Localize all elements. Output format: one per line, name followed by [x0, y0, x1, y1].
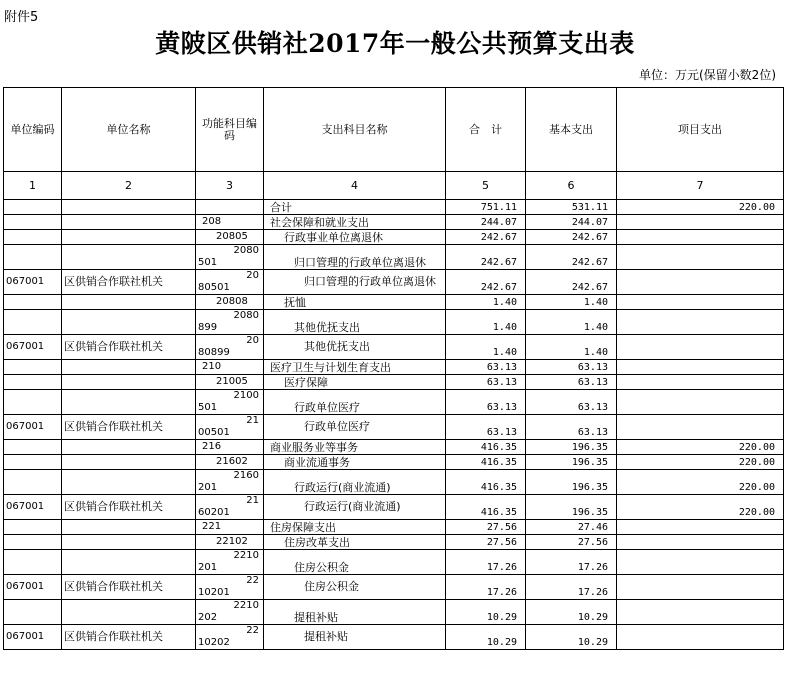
func-code-cell [196, 535, 264, 550]
unit-name-cell [62, 360, 196, 375]
item-name-cell: 住房公积金 [264, 550, 446, 575]
unit-code-cell [4, 200, 62, 215]
total-cell: 416.35 [446, 440, 526, 455]
unit-note: 单位：万元(保留小数2位) [639, 68, 776, 82]
basic-cell: 63.13 [526, 375, 617, 390]
unit-name-cell [62, 200, 196, 215]
unit-name-cell [62, 550, 196, 575]
func-code-cell [196, 495, 264, 520]
basic-cell: 242.67 [526, 270, 617, 295]
item-name-cell: 其他优抚支出 [264, 335, 446, 360]
func-code-top: 2210 [233, 600, 259, 611]
unit-code-cell [4, 310, 62, 335]
total-cell: 10.29 [446, 600, 526, 625]
item-name-cell: 行政事业单位离退休 [264, 230, 446, 245]
project-cell: 220.00 [617, 200, 784, 215]
table-row [4, 415, 784, 440]
index-cell: 3 [196, 172, 264, 200]
total-cell: 416.35 [446, 455, 526, 470]
basic-cell: 10.29 [526, 600, 617, 625]
unit-name-cell: 区供销合作联社机关 [62, 495, 196, 520]
header-unit-code: 单位编码 [4, 88, 62, 172]
index-cell: 1 [4, 172, 62, 200]
project-cell [617, 375, 784, 390]
total-cell: 1.40 [446, 295, 526, 310]
func-code-cell [196, 470, 264, 495]
table-row [4, 495, 784, 520]
unit-code-cell [4, 550, 62, 575]
unit-code-cell [4, 230, 62, 245]
table-body [4, 200, 784, 650]
func-code-bottom: 60201 [198, 507, 230, 518]
func-code-cell [196, 245, 264, 270]
total-cell: 1.40 [446, 335, 526, 360]
item-name-cell: 其他优抚支出 [264, 310, 446, 335]
func-code-value: 221 [202, 521, 222, 532]
unit-name-cell [62, 520, 196, 535]
header-row [4, 88, 784, 172]
unit-name-cell [62, 375, 196, 390]
basic-cell: 196.35 [526, 455, 617, 470]
unit-name-cell: 区供销合作联社机关 [62, 575, 196, 600]
func-code-bottom: 80501 [198, 282, 230, 293]
project-cell [617, 600, 784, 625]
basic-cell: 242.67 [526, 230, 617, 245]
attachment-label: 附件5 [4, 10, 39, 25]
func-code-cell [196, 625, 264, 650]
basic-cell: 10.29 [526, 625, 617, 650]
unit-code-cell [4, 440, 62, 455]
header-unit-name: 单位名称 [62, 88, 196, 172]
basic-cell: 531.11 [526, 200, 617, 215]
func-code-bottom: 201 [198, 562, 218, 573]
basic-cell: 27.46 [526, 520, 617, 535]
unit-name-cell: 区供销合作联社机关 [62, 625, 196, 650]
total-cell: 242.67 [446, 230, 526, 245]
func-code-bottom: 201 [198, 482, 218, 493]
func-code-cell [196, 270, 264, 295]
basic-cell: 1.40 [526, 295, 617, 310]
project-cell [617, 625, 784, 650]
item-name-cell: 归口管理的行政单位离退休 [264, 270, 446, 295]
project-cell [617, 335, 784, 360]
page-title: 黄陂区供销社2017年一般公共预算支出表 [155, 29, 635, 58]
table-row [4, 215, 784, 230]
func-code-top: 21 [246, 415, 259, 426]
basic-cell: 17.26 [526, 575, 617, 600]
index-cell: 7 [617, 172, 784, 200]
total-cell: 17.26 [446, 575, 526, 600]
func-code-bottom: 10202 [198, 637, 230, 648]
total-cell: 10.29 [446, 625, 526, 650]
header-item-name: 支出科目名称 [264, 88, 446, 172]
total-cell: 27.56 [446, 535, 526, 550]
func-code-value: 210 [202, 361, 222, 372]
total-cell: 244.07 [446, 215, 526, 230]
item-name-cell: 商业流通事务 [264, 455, 446, 470]
func-code-bottom: 00501 [198, 427, 230, 438]
total-cell: 63.13 [446, 415, 526, 440]
unit-name-cell [62, 230, 196, 245]
func-code-bottom: 501 [198, 257, 218, 268]
project-cell: 220.00 [617, 440, 784, 455]
project-cell [617, 575, 784, 600]
unit-code-cell [4, 520, 62, 535]
budget-table [3, 87, 784, 650]
project-cell: 220.00 [617, 495, 784, 520]
func-code-cell [196, 575, 264, 600]
item-name-cell: 社会保障和就业支出 [264, 215, 446, 230]
total-cell: 63.13 [446, 375, 526, 390]
basic-cell: 63.13 [526, 415, 617, 440]
table-row [4, 360, 784, 375]
item-name-cell: 抚恤 [264, 295, 446, 310]
func-code-cell [196, 550, 264, 575]
item-name-cell: 行政运行(商业流通) [264, 495, 446, 520]
func-code-bottom: 80899 [198, 347, 230, 358]
project-cell: 220.00 [617, 455, 784, 470]
func-code-cell [196, 335, 264, 360]
total-cell: 416.35 [446, 470, 526, 495]
unit-code-cell: 067001 [4, 625, 62, 650]
func-code-cell [196, 215, 264, 230]
item-name-cell: 提租补贴 [264, 625, 446, 650]
func-code-bottom: 202 [198, 612, 218, 623]
func-code-bottom: 899 [198, 322, 218, 333]
func-code-cell [196, 600, 264, 625]
unit-name-cell: 区供销合作联社机关 [62, 270, 196, 295]
func-code-value: 22102 [216, 536, 248, 547]
project-cell: 220.00 [617, 470, 784, 495]
func-code-bottom: 501 [198, 402, 218, 413]
item-name-cell: 住房改革支出 [264, 535, 446, 550]
project-cell [617, 415, 784, 440]
func-code-top: 20 [246, 270, 259, 281]
func-code-cell [196, 200, 264, 215]
func-code-cell [196, 360, 264, 375]
unit-name-cell [62, 390, 196, 415]
total-cell: 751.11 [446, 200, 526, 215]
total-cell: 63.13 [446, 390, 526, 415]
table-row [4, 520, 784, 535]
item-name-cell: 行政运行(商业流通) [264, 470, 446, 495]
table-row [4, 335, 784, 360]
unit-name-cell: 区供销合作联社机关 [62, 415, 196, 440]
unit-name-cell [62, 470, 196, 495]
table-row [4, 550, 784, 575]
func-code-cell [196, 455, 264, 470]
basic-cell: 242.67 [526, 245, 617, 270]
table-row [4, 455, 784, 470]
project-cell [617, 520, 784, 535]
func-code-cell [196, 375, 264, 390]
total-cell: 416.35 [446, 495, 526, 520]
unit-code-cell [4, 455, 62, 470]
table-row [4, 375, 784, 390]
header-func-code: 功能科目编码 [196, 88, 264, 172]
func-code-cell [196, 440, 264, 455]
func-code-top: 22 [246, 625, 259, 636]
basic-cell: 196.35 [526, 495, 617, 520]
unit-code-cell [4, 215, 62, 230]
func-code-cell [196, 415, 264, 440]
basic-cell: 196.35 [526, 470, 617, 495]
unit-name-cell [62, 215, 196, 230]
table-row [4, 245, 784, 270]
unit-name-cell [62, 600, 196, 625]
table-row [4, 535, 784, 550]
table-row [4, 600, 784, 625]
item-name-cell: 合计 [264, 200, 446, 215]
header-basic: 基本支出 [526, 88, 617, 172]
func-code-top: 2160 [233, 470, 259, 481]
project-cell [617, 230, 784, 245]
item-name-cell: 行政单位医疗 [264, 415, 446, 440]
table-row [4, 200, 784, 215]
project-cell [617, 360, 784, 375]
item-name-cell: 医疗卫生与计划生育支出 [264, 360, 446, 375]
func-code-top: 2080 [233, 310, 259, 321]
func-code-cell [196, 310, 264, 335]
unit-code-cell: 067001 [4, 335, 62, 360]
func-code-top: 2210 [233, 550, 259, 561]
index-row [4, 172, 784, 200]
total-cell: 242.67 [446, 245, 526, 270]
func-code-top: 20 [246, 335, 259, 346]
table-row [4, 390, 784, 415]
func-code-value: 20808 [216, 296, 248, 307]
func-code-top: 2100 [233, 390, 259, 401]
unit-code-cell [4, 600, 62, 625]
project-cell [617, 215, 784, 230]
func-code-value: 216 [202, 441, 222, 452]
item-name-cell: 行政单位医疗 [264, 390, 446, 415]
basic-cell: 244.07 [526, 215, 617, 230]
unit-name-cell [62, 295, 196, 310]
basic-cell: 1.40 [526, 310, 617, 335]
basic-cell: 1.40 [526, 335, 617, 360]
item-name-cell: 商业服务业等事务 [264, 440, 446, 455]
table-row [4, 295, 784, 310]
func-code-value: 21005 [216, 376, 248, 387]
unit-code-cell: 067001 [4, 270, 62, 295]
func-code-value: 21602 [216, 456, 248, 467]
unit-name-cell [62, 535, 196, 550]
index-cell: 6 [526, 172, 617, 200]
header-total: 合 计 [446, 88, 526, 172]
func-code-cell [196, 390, 264, 415]
index-cell: 2 [62, 172, 196, 200]
func-code-cell [196, 295, 264, 310]
func-code-value: 208 [202, 216, 222, 227]
basic-cell: 63.13 [526, 360, 617, 375]
basic-cell: 63.13 [526, 390, 617, 415]
project-cell [617, 270, 784, 295]
table-row [4, 270, 784, 295]
index-cell: 4 [264, 172, 446, 200]
project-cell [617, 550, 784, 575]
header-project: 项目支出 [617, 88, 784, 172]
total-cell: 1.40 [446, 310, 526, 335]
project-cell [617, 310, 784, 335]
func-code-top: 22 [246, 575, 259, 586]
basic-cell: 196.35 [526, 440, 617, 455]
unit-name-cell [62, 455, 196, 470]
item-name-cell: 医疗保障 [264, 375, 446, 390]
unit-code-cell [4, 375, 62, 390]
unit-name-cell: 区供销合作联社机关 [62, 335, 196, 360]
index-cell: 5 [446, 172, 526, 200]
func-code-cell [196, 230, 264, 245]
project-cell [617, 245, 784, 270]
unit-code-cell [4, 245, 62, 270]
unit-code-cell [4, 360, 62, 375]
total-cell: 242.67 [446, 270, 526, 295]
unit-name-cell [62, 440, 196, 455]
item-name-cell: 住房保障支出 [264, 520, 446, 535]
table-row [4, 310, 784, 335]
func-code-bottom: 10201 [198, 587, 230, 598]
unit-code-cell [4, 470, 62, 495]
table-row [4, 230, 784, 245]
unit-code-cell: 067001 [4, 575, 62, 600]
unit-code-cell [4, 295, 62, 310]
table-row [4, 575, 784, 600]
unit-code-cell: 067001 [4, 495, 62, 520]
unit-code-cell: 067001 [4, 415, 62, 440]
total-cell: 27.56 [446, 520, 526, 535]
func-code-top: 2080 [233, 245, 259, 256]
table-row [4, 470, 784, 495]
unit-name-cell [62, 310, 196, 335]
item-name-cell: 住房公积金 [264, 575, 446, 600]
unit-name-cell [62, 245, 196, 270]
total-cell: 63.13 [446, 360, 526, 375]
project-cell [617, 295, 784, 310]
item-name-cell: 提租补贴 [264, 600, 446, 625]
project-cell [617, 390, 784, 415]
item-name-cell: 归口管理的行政单位离退休 [264, 245, 446, 270]
func-code-value: 20805 [216, 231, 248, 242]
unit-code-cell [4, 535, 62, 550]
total-cell: 17.26 [446, 550, 526, 575]
table-row [4, 625, 784, 650]
project-cell [617, 535, 784, 550]
basic-cell: 17.26 [526, 550, 617, 575]
table-row [4, 440, 784, 455]
func-code-top: 21 [246, 495, 259, 506]
unit-code-cell [4, 390, 62, 415]
basic-cell: 27.56 [526, 535, 617, 550]
func-code-cell [196, 520, 264, 535]
